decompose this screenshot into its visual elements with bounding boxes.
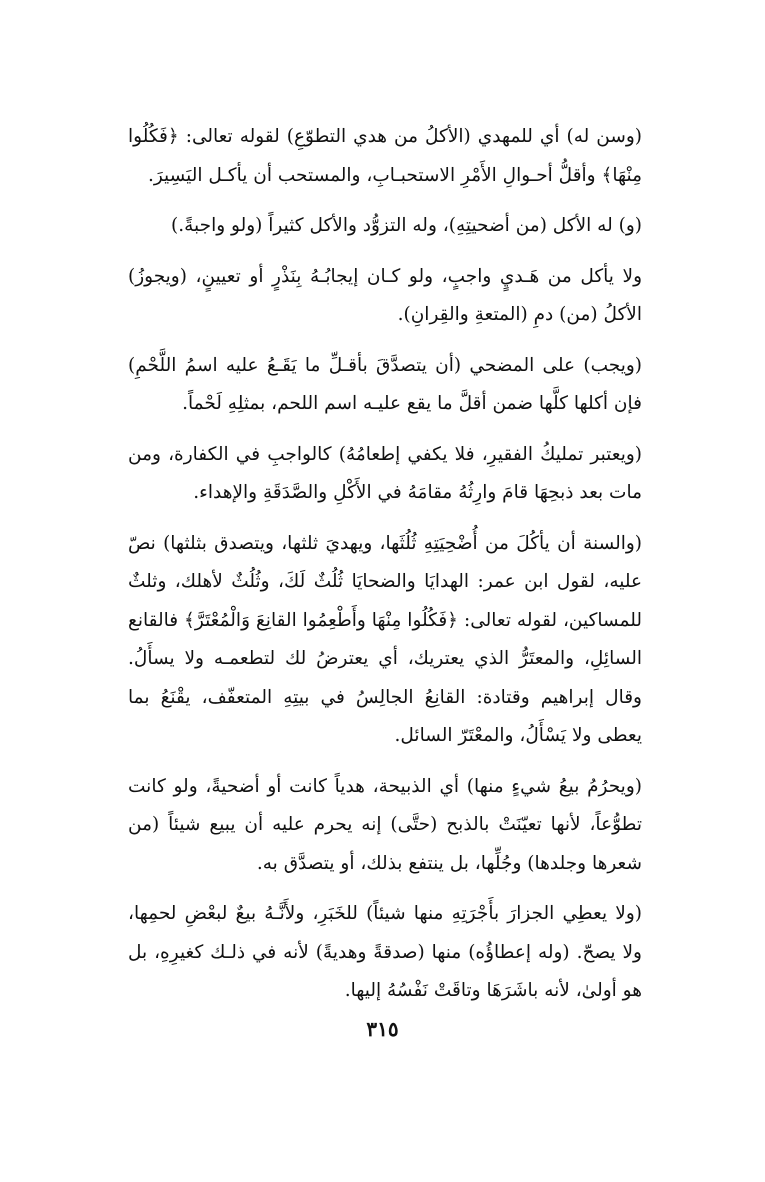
- paragraph-2: (و) له الأكل (من أضحيتِهِ)، وله التزوُّد والأكل كثيراً (ولو واجبةً.): [171, 215, 642, 236]
- paragraph-5: (ويعتبر تمليكُ الفقيرِ، فلا يكفي إطعامُهُ) كالواجبِ في الكفارة، ومن مات بعد ذبحِهَا قامَ وارِثُهُ مقامَهُ في الأَكْلِ والصَّدَقَةِ والإهداء.: [128, 443, 642, 503]
- paragraph-6: (والسنة أن يأكُلَ من أُضْحِيَتِهِ ثُلُثَها، ويهديَ ثلثها، ويتصدق بثلثها) نصّ عليه، لقول ابن عمر: الهدايَا والضحايَا ثُلُثٌ لَكَ، وثُلُثٌ لأهلك، وثلثٌ للمساكين، لقوله تعالى: ﴿فَكُلُوا مِنْهَا وأَطْعِمُوا القانِعَ وَالْمُعْتَرَّ﴾ فالقانع السائِلِ، والمعتَرُّ الذي يعتريك، أي يعترضُ لك لتطعمـه ولا يسأَلُ. وقال إبراهيم وقتادة: القانِعُ الجالِسُ في بيتِهِ المتعفّف، يقْنَعُ بما يعطى ولا يَسْأَلُ، والمعْتَرّ السائل.: [128, 532, 642, 746]
- paragraph-7: (ويحرُمُ بيعُ شيءٍ منها) أي الذبيحة، هدياً كانت أو أضحيةً، ولو كانت تطوُّعاً، لأنها تعيّنَتْ بالذبح (حتَّى) إنه يحرم عليه أن يبيع شيئاً (من شعرها وجلدها) وجُلِّها، بل ينتفع بذلك، أو يتصدَّق به.: [128, 775, 642, 874]
- paragraph-4: (ويجب) على المضحي (أن يتصدَّقَ بأقـلِّ ما يَقَـعُ عليه اسمُ اللَّحْمِ) فإن أكلها كلَّها ضمن أقلَّ ما يقع عليـه اسم اللحم، بمثلِهِ لَحْماً.: [128, 354, 642, 414]
- paragraph-8: (ولا يعطِي الجزارَ بأَجْرَتِهِ منها شيئاً) للخَبَرِ، ولأَنَّـهُ بيعٌ لبعْضِ لحمِها، ولا يصحّ. (وله إعطاؤُه) منها (صدقةً وهديةً) لأنه في ذلـك كغيرِهِ، بل هو أولىٰ، لأنه باشَرَهَا وتاقَتْ نَفْسُهُ إليها.: [128, 903, 642, 1001]
- page-number: ٣١٥: [366, 1017, 399, 1041]
- paragraph-3: ولا يأكل من هَـديٍ واجبٍ، ولو كـان إيجابُـهُ بِنَذْرٍ أو تعيينٍ، (ويجوزُ) الأكلُ (من) دمِ (المتعةِ والقِرانِ).: [128, 265, 642, 325]
- document-body: [128, 118, 642, 1023]
- paragraph-1: (وسن له) أي للمهدي (الأكلُ من هدي التطوّعِ) لقوله تعالى: ﴿فَكُلُوا مِنْهَا﴾ وأقلُّ أحـوالِ الأَمْرِ الاستحبـابِ، والمستحب أن يأكـل اليَسِيرَ.: [128, 126, 642, 186]
